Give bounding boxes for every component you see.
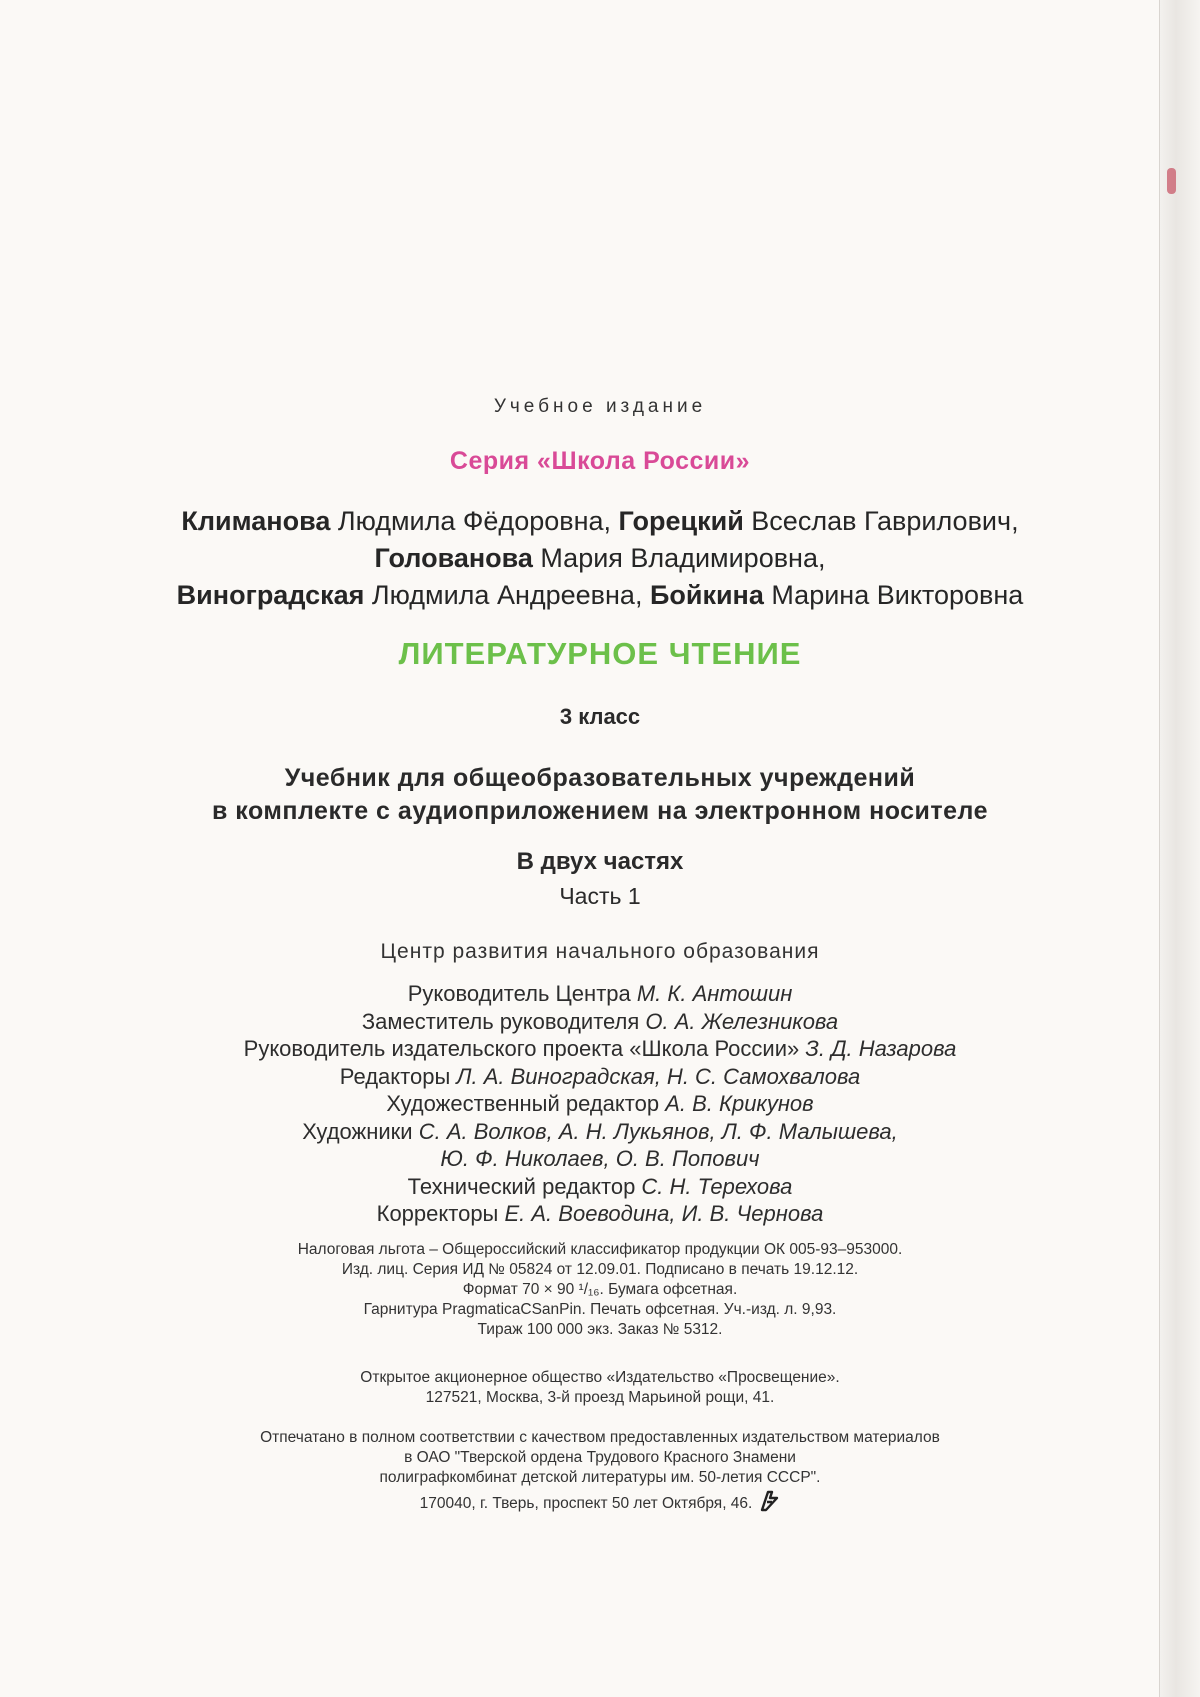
credit-names: С. А. Волков, А. Н. Лукьянов, Л. Ф. Малышева,	[418, 1118, 898, 1144]
book-subtitle	[0, 762, 1200, 828]
credit-names: Е. А. Воеводина, И. В. Чернова	[504, 1201, 824, 1226]
author-name: Людмила Андреевна,	[364, 580, 650, 610]
tech-line: Тираж 100 000 экз. Заказ № 5312.	[477, 1321, 723, 1338]
author-surname: Голованова	[374, 543, 533, 573]
tech-line: Гарнитура PragmaticaCSanPin. Печать офсетная. Уч.-изд. л. 9,93.	[363, 1301, 837, 1318]
author-name: Марина Викторовна	[763, 580, 1024, 610]
series-title: Серия «Школа России»	[449, 447, 751, 475]
tech-line: Формат 70 × 90 ¹/₁₆. Бумага офсетная.	[462, 1281, 738, 1298]
parts-label: В двух частях	[516, 848, 684, 875]
author-surname: Виноградская	[176, 580, 365, 610]
printer-line: полиграфкомбинат детской литературы им. 50-летия СССР".	[379, 1469, 821, 1486]
credit-line	[0, 980, 1200, 1008]
printer-line-last	[0, 1488, 1200, 1518]
subtitle-line: в комплекте с аудиоприложением на электронном носителе	[211, 797, 989, 825]
credit-names: О. А. Железникова	[645, 1008, 839, 1034]
credit-line	[0, 1063, 1200, 1091]
printer-line: Отпечатано в полном соответствии с качеством предоставленных издательством материалов	[260, 1429, 940, 1446]
credit-line	[0, 1090, 1200, 1118]
book-title: ЛИТЕРАТУРНОЕ ЧТЕНИЕ	[398, 636, 802, 671]
printer-line: в ОАО "Тверской ордена Трудового Красного Знамени	[404, 1449, 796, 1466]
author-name: Всеслав Гаврилович,	[743, 506, 1019, 536]
credit-role: Корректоры	[376, 1201, 505, 1226]
spine-mark	[1167, 168, 1176, 194]
part-number: Часть 1	[559, 883, 641, 909]
credit-role: Руководитель издательского проекта «Школа России»	[243, 1036, 806, 1061]
tech-line: Изд. лиц. Серия ИД № 05824 от 12.09.01. Подписано в печать 19.12.12.	[341, 1261, 859, 1278]
printer-logo-icon	[758, 1488, 780, 1518]
subtitle-line: Учебник для общеобразовательных учреждений	[284, 764, 916, 792]
credit-line	[0, 1173, 1200, 1201]
credit-role: Заместитель руководителя	[361, 1008, 646, 1034]
credit-role: Редакторы	[339, 1063, 457, 1089]
technical-info	[0, 1240, 1200, 1340]
authors-block	[0, 503, 1200, 614]
credit-names: М. К. Антошин	[636, 981, 793, 1006]
credit-role: Художники	[302, 1118, 419, 1144]
credit-role: Руководитель Центра	[407, 981, 637, 1006]
credit-role: Технический редактор	[407, 1173, 642, 1199]
author-name: Мария Владимировна,	[532, 543, 826, 573]
credit-names: З. Д. Назарова	[805, 1036, 957, 1061]
publisher-info	[0, 1368, 1200, 1408]
credit-names: А. В. Крикунов	[665, 1091, 814, 1116]
authors-line-1	[0, 503, 1200, 540]
printer-info	[0, 1428, 1200, 1518]
tech-line: Налоговая льгота – Общероссийский классификатор продукции ОК 005-93–953000.	[297, 1241, 903, 1258]
grade-label: 3 класс	[559, 704, 641, 729]
credit-names: Ю. Ф. Николаев, О. В. Попович	[440, 1146, 760, 1171]
credit-role: Художественный редактор	[386, 1091, 666, 1116]
credit-names: С. Н. Терехова	[641, 1173, 793, 1199]
author-name: Людмила Фёдоровна,	[330, 506, 619, 536]
publishing-center: Центр развития начального образования	[380, 940, 820, 963]
printer-address: 170040, г. Тверь, проспект 50 лет Октября, 46.	[419, 1495, 753, 1512]
credit-line	[0, 1035, 1200, 1063]
author-surname: Горецкий	[618, 506, 744, 536]
edition-type: Учебное издание	[493, 396, 707, 417]
credit-line	[0, 1145, 1200, 1173]
author-surname: Бойкина	[649, 580, 764, 610]
book-spine-edge	[1159, 0, 1200, 1697]
publisher-line: Открытое акционерное общество «Издательство «Просвещение».	[360, 1369, 840, 1386]
publisher-line: 127521, Москва, 3-й проезд Марьиной рощи, 41.	[425, 1389, 775, 1406]
credit-line	[0, 1118, 1200, 1146]
staff-credits	[0, 980, 1200, 1228]
credit-line	[0, 1008, 1200, 1036]
authors-line-2	[0, 540, 1200, 577]
credit-line	[0, 1200, 1200, 1228]
author-surname: Климанова	[181, 506, 331, 536]
authors-line-3	[0, 577, 1200, 614]
credit-names: Л. А. Виноградская, Н. С. Самохвалова	[456, 1063, 861, 1089]
